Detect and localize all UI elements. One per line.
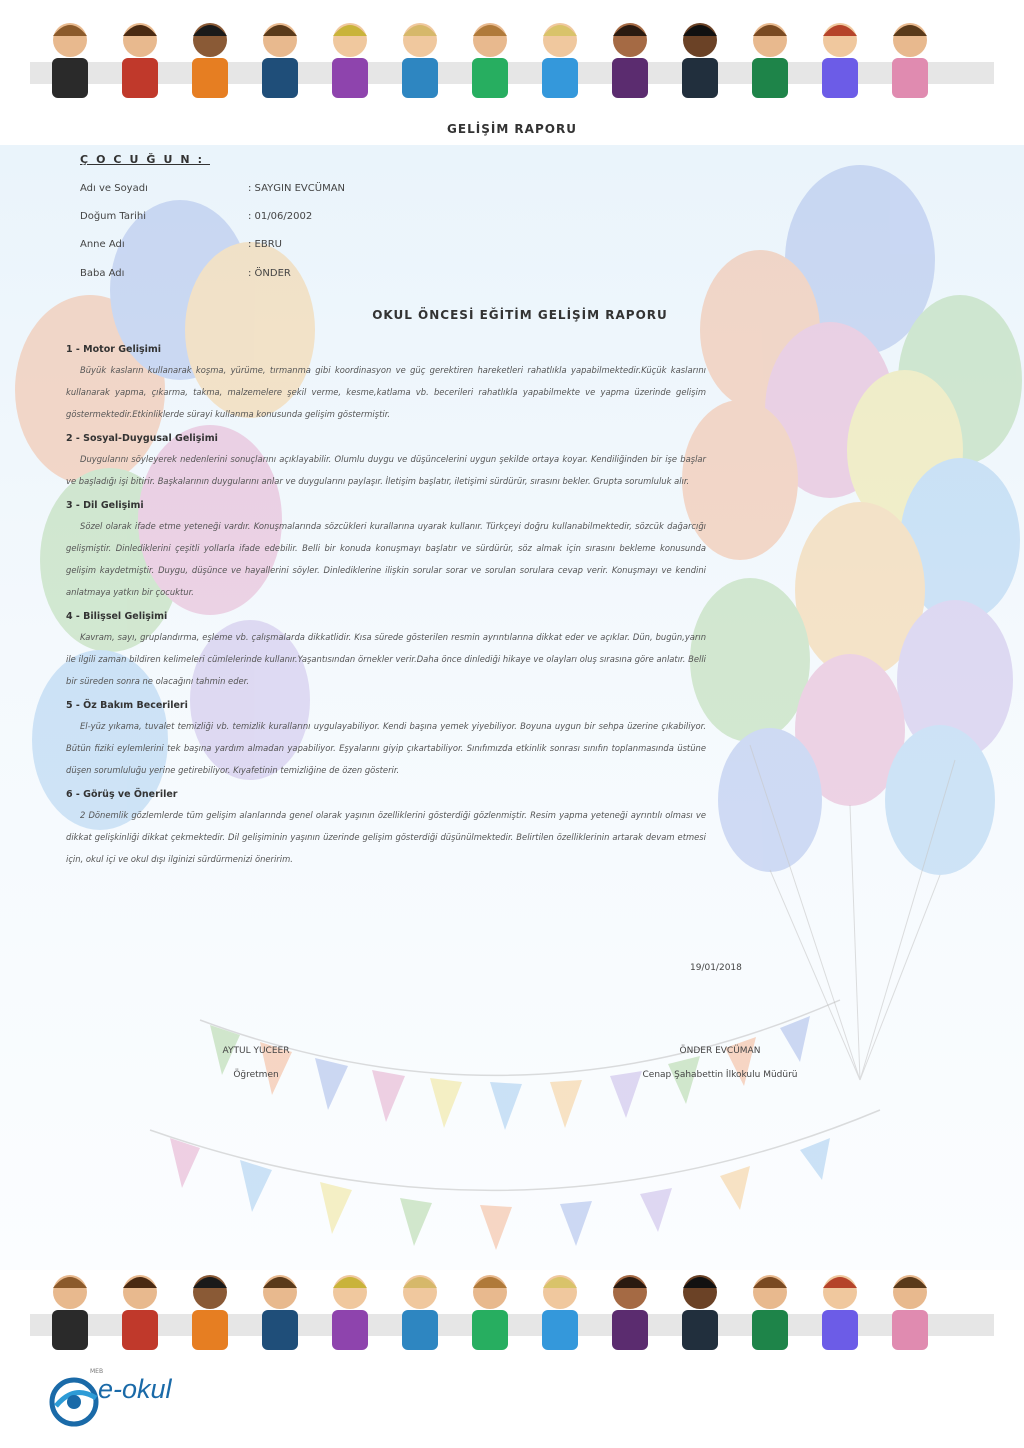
logo-text: e-okul: [98, 1374, 172, 1404]
section-social-emotional: [66, 433, 706, 492]
info-label: Doğum Tarihi: [80, 211, 147, 222]
info-label: Baba Adı: [80, 268, 125, 279]
teacher-name: AYTUL YUCEER: [222, 1046, 290, 1056]
section-heading: 4 - Bilişsel Gelişimi: [66, 611, 168, 622]
section-text: 2 Dönemlik gözlemlerde tüm gelişim alanlarında genel olarak yaşının özelliklerini gösterdiği gözlenmiştir. Resim yapma yeteneği ayrıntılı olması ve dikkat gelişkinliği dikkat çekmektedir. Dil gelişiminin yaşının üzerinde gelişim gösterdiği düşünülmektedir. Belirtilen özelliklerinin artarak devam etmesi için, okul içi ve okul dışı ilginizi sürdürmenizi öneririm.: [66, 810, 706, 864]
principal-name: ÖNDER EVCÜMAN: [679, 1046, 761, 1056]
info-value: : EBRU: [248, 239, 282, 250]
section-text: Duygularını söyleyerek nedenlerini sonuçlarını açıklayabilir. Olumlu duygu ve düşüncelerini uygun şekilde ortaya koyar. Kendiliğinden bir işe başlar ve başladığı işi bitirir. Başkalarının duygularını anlar ve duygularını paylaşır. İletişim başlatır, iletişimi sürdürür, sırasını bekler. Grupta sorumluluk alır.: [66, 454, 706, 486]
section-self-care: [66, 700, 706, 781]
section-heading: 2 - Sosyal-Duygusal Gelişimi: [66, 433, 218, 444]
section-cognitive: [66, 611, 706, 692]
section-heading: 3 - Dil Gelişimi: [66, 500, 144, 511]
info-value: : 01/06/2002: [248, 211, 313, 222]
section-heading: 6 - Görüş ve Öneriler: [66, 789, 178, 800]
logo-sub: MEB: [90, 1368, 104, 1375]
info-label: Adı ve Soyadı: [80, 183, 148, 194]
section-motor: [66, 344, 706, 425]
report-sections: [66, 344, 706, 878]
section-text: El-yüz yıkama, tuvalet temizliği vb. temizlik kurallarını uygulayabiliyor. Kendi başına yemek yiyebiliyor. Boyuna uygun bir sehpa üzerine çıkabiliyor. Bütün fiziki eylemlerini tek başına yardım almadan yapabiliyor. Eşyalarını giyip çıkartabiliyor. Sınıfımızda etkinlik sonrası sınıfın toplanmasında üstüne düşen sorumluluğu yerine getirebiliyor. Kıyafetinin temizliğine de özen gösterir.: [66, 721, 706, 775]
kids-border-top: [30, 10, 994, 120]
section-text: Büyük kasların kullanarak koşma, yürüme, tırmanma gibi koordinasyon ve güç gerektiren hareketleri rahatlıkla yapabilmektedir.Küçük kaslarını kullanarak yapma, çıkarma, takma, malzemelere şekil verme, kesme,katlama vb. becerileri rahatlıkla yapabilmekte ve yapma üzerinde gelişim göstermektedir.Etkinliklerde sürayi kullanma konusunda gelişim göstermiştir.: [66, 365, 706, 419]
report-title: OKUL ÖNCESİ EĞİTİM GELİŞİM RAPORU: [372, 308, 668, 322]
document-title: GELİŞİM RAPORU: [447, 122, 577, 136]
section-text: Kavram, sayı, gruplandırma, eşleme vb. çalışmalarda dikkatlidir. Kısa sürede gösterilen resmin ayrıntılarına dikkat eder ve açıklar. Dün, bugün,yarın ile ilgili zaman bildiren kelimeleri cümlelerinde kullanır.Yaşantısından örnekler verir.Daha önce dinlediği hikaye ve olayları oluş sırasına göre anlatır. Belli bir süreden sonra ne olacağını tahmin eder.: [66, 632, 706, 686]
kids-border-bottom: [30, 1262, 994, 1372]
section-heading: 1 - Motor Gelişimi: [66, 344, 162, 355]
report-date: 19/01/2018: [690, 963, 742, 973]
info-value: : ÖNDER: [248, 268, 291, 279]
section-text: Sözel olarak ifade etme yeteneği vardır. Konuşmalarında sözcükleri kurallarına uyarak kullanır. Türkçeyi doğru kullanabilmektedir, sözcük dağarcığı gelişmiştir. Dinlediklerini çeşitli yollarla ifade edebilir. Belli bir konuda konuşmayı başlatır ve sürdürür, söz almak için sırasını bekleme konusunda gelişim kaydetmiştir. Duygu, düşünce ve hayallerini söyler. Dinlediklerine ilişkin sorular sorar ve sorulan sorulara cevap verir. Konuşmayı ve kendini anlatmaya yatkın bir çocuktur.: [66, 521, 706, 597]
teacher-role: Öğretmen: [233, 1070, 279, 1080]
section-opinions: [66, 789, 706, 870]
info-value: : SAYGIN EVCÜMAN: [248, 183, 346, 194]
section-heading: 5 - Öz Bakım Becerileri: [66, 700, 188, 711]
principal-role: Cenap Şahabettin İlkokulu Müdürü: [642, 1070, 798, 1080]
info-label: Anne Adı: [80, 239, 125, 250]
section-language: [66, 500, 706, 603]
child-heading: ÇOCUĞUN:: [80, 153, 210, 166]
